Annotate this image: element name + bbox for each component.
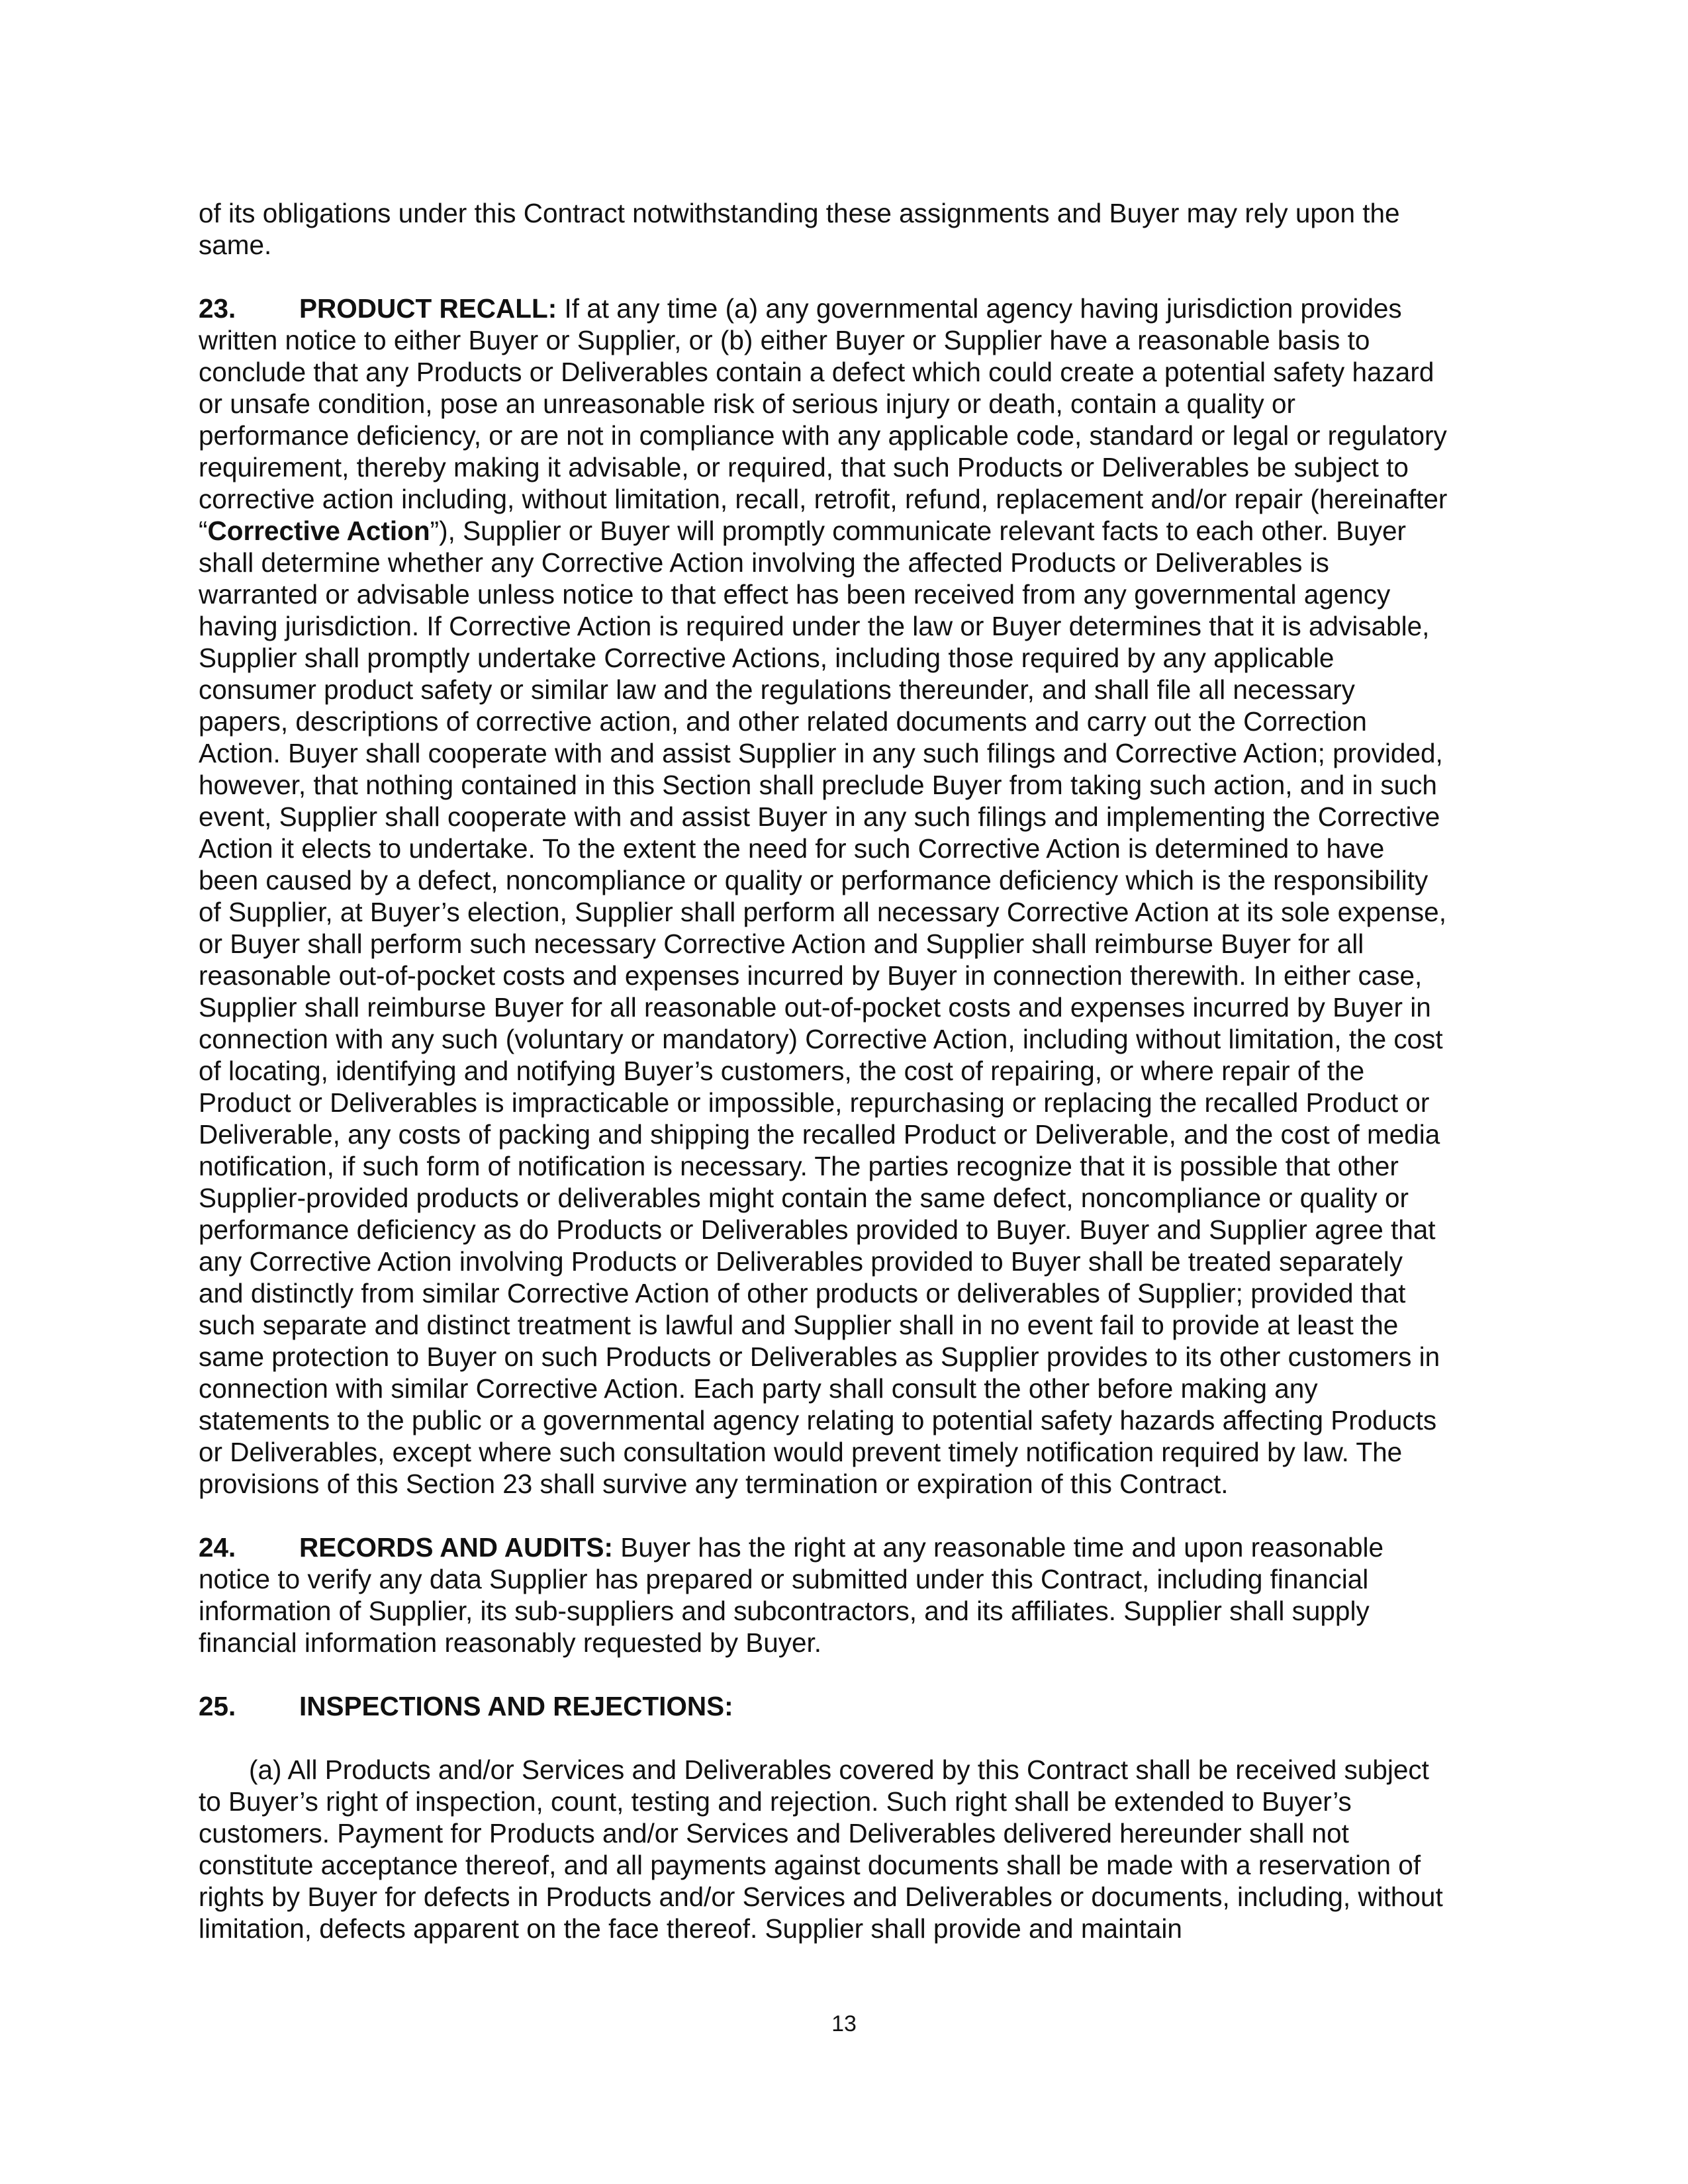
section-23-number: 23. <box>199 293 236 324</box>
section-23-text-part-1: If at any time (a) any governmental agency having jurisdiction provides written notice to either Buyer or Supplier, or (b) either Buyer or Supplier have a reasonable basis to conclude that any Products or Deliverables contain a defect which could create a potential safety hazard or unsafe condition, pose an unreasonable risk of serious injury or death, contain a quality or performance deficiency, or are not in compliance with any applicable code, standard or legal or regulatory requirement, thereby making it advisable, or required, that such Products or Deliverables be subject to corrective action including, without limitation, recall, retrofit, refund, replacement and/or repair (hereinafter “ <box>199 293 1448 546</box>
section-24-records-and-audits <box>199 1531 1450 1659</box>
section-24-heading: RECORDS AND AUDITS: <box>299 1532 613 1563</box>
defined-term-corrective-action: Corrective Action <box>207 516 430 546</box>
section-25-subsection-a: (a) All Products and/or Services and Deliverables covered by this Contract shall be received subject to Buyer’s right of inspection, count, testing and rejection. Such right shall be extended to Buyer’s customers. Payment for Products and/or Services and Deliverables delivered hereunder shall not constitute acceptance thereof, and all payments against documents shall be made with a reservation of rights by Buyer for defects in Products and/or Services and Deliverables or documents, including, without limitation, defects apparent on the face thereof. Supplier shall provide and maintain <box>199 1754 1443 1944</box>
section-24-number: 24. <box>199 1532 236 1563</box>
section-25-number: 25. <box>199 1691 236 1721</box>
section-23-product-recall <box>199 293 1450 1500</box>
continuation-paragraph: of its obligations under this Contract notwithstanding these assignments and Buyer may rely upon the same. <box>199 198 1400 260</box>
page-number: 13 <box>831 2011 857 2036</box>
section-24-text: Buyer has the right at any reasonable time and upon reasonable notice to verify any data Supplier has prepared or submitted under this Contract, including financial information of Supplier, its sub-suppliers and subcontractors, and its affiliates. Supplier shall supply financial information reasonably requested by Buyer. <box>199 1532 1384 1658</box>
section-23-text-part-2: ”), Supplier or Buyer will promptly communicate relevant facts to each other. Buyer shall determine whether any Corrective Action involving the affected Products or Deliverables is warranted or advisable unless notice to that effect has been received from any governmental agency having jurisdiction. If Corrective Action is required under the law or Buyer determines that it is advisable, Supplier shall promptly undertake Corrective Actions, including those required by any applicable consumer product safety or similar law and the regulations thereunder, and shall file all necessary papers, descriptions of corrective action, and other related documents and carry out the Correction Action. Buyer shall cooperate with and assist Supplier in any such filings and Corrective Action; provided, however, that nothing contained in this Section shall preclude Buyer from taking such action, and in such event, Supplier shall cooperate with and assist Buyer in any such filings and implementing the Corrective Action it elects to undertake. To the extent the need for such Corrective Action is determined to have been caused by a defect, noncompliance or quality or performance deficiency which is the responsibility of Supplier, at Buyer’s election, Supplier shall perform all necessary Corrective Action at its sole expense, or Buyer shall perform such necessary Corrective Action and Supplier shall reimburse Buyer for all reasonable out-of-pocket costs and expenses incurred by Buyer in connection therewith. In either case, Supplier shall reimburse Buyer for all reasonable out-of-pocket costs and expenses incurred by Buyer in connection with any such (voluntary or mandatory) Corrective Action, including without limitation, the cost of locating, identifying and notifying Buyer’s customers, the cost of repairing, or where repair of the Product or Deliverables is impracticable or impossible, repurchasing or replacing the recalled Product or Deliverable, any costs of packing and shipping the recalled Product or Deliverable, and the cost of media notification, if such form of notification is necessary. The parties recognize that it is possible that other Supplier-provided products or deliverables might contain the same defect, noncompliance or quality or performance deficiency as do Products or Deliverables provided to Buyer. Buyer and Supplier agree that any Corrective Action involving Products or Deliverables provided to Buyer shall be treated separately and distinctly from similar Corrective Action of other products or deliverables of Supplier; provided that such separate and distinct treatment is lawful and Supplier shall in no event fail to provide at least the same protection to Buyer on such Products or Deliverables as Supplier provides to its other customers in connection with similar Corrective Action. Each party shall consult the other before making any statements to the public or a governmental agency relating to potential safety hazards affecting Products or Deliverables, except where such consultation would prevent timely notification required by law. The provisions of this Section 23 shall survive any termination or expiration of this Contract. <box>199 516 1446 1499</box>
section-25-inspections-and-rejections <box>199 1690 1450 1722</box>
section-25-heading: INSPECTIONS AND REJECTIONS: <box>299 1691 733 1721</box>
section-23-heading: PRODUCT RECALL: <box>299 293 557 324</box>
page-body <box>199 197 1450 1944</box>
